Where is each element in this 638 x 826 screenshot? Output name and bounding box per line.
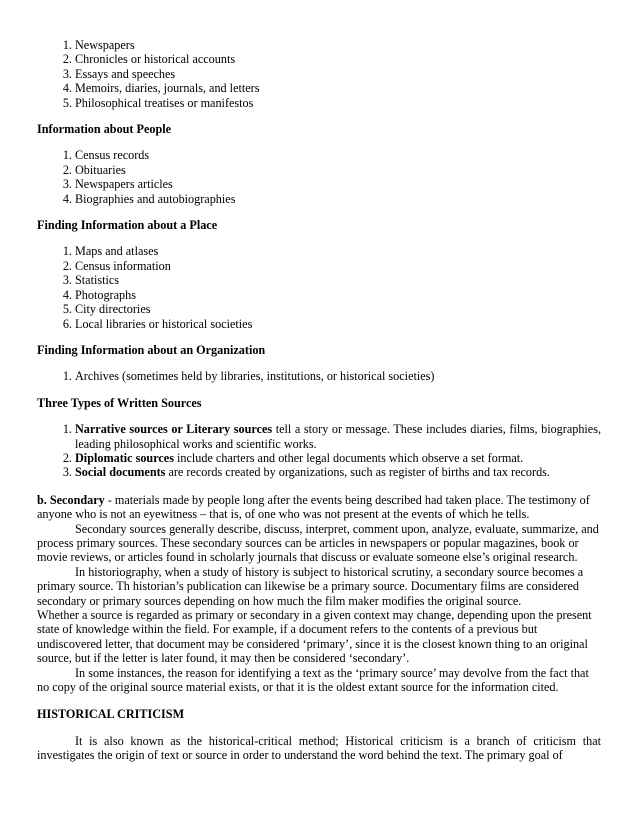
paragraph: In some instances, the reason for identifying a text as the ‘primary source’ may devolve from the fact that no copy of the original source material exists, or that it is the oldest extant source for the information cited. (37, 665, 589, 695)
people-heading: Information about People (37, 122, 172, 137)
list-item: 5. City directories (75, 302, 601, 316)
term: b. Secondary (37, 492, 105, 507)
definition: tell a story or message. These includes diaries, films, biographies, leading philosophical works and scientific works. (75, 422, 602, 451)
list-item: 3. Essays and speeches (75, 67, 601, 81)
list-item: 5. Philosophical treatises or manifestos (75, 96, 601, 110)
list-item: 1. Maps and atlases (75, 244, 601, 258)
paragraph: In historiography, when a study of history is subject to historical scrutiny, a secondary source becomes a primary source. Th historian’s publication can likewise be a primary source. Documentary films are considered secondary or primary sources depending on how much the film maker modifies the original source. (37, 564, 584, 608)
term: Diplomatic sources (75, 450, 174, 465)
list-item (75, 465, 601, 479)
definition: include charters and other legal documents which observe a set format. (173, 450, 524, 465)
list-item: 1. Archives (sometimes held by libraries, institutions, or historical societies) (75, 369, 601, 383)
list-item (75, 451, 601, 465)
list-item: 2. Census information (75, 259, 601, 273)
list-item: 4. Memoirs, diaries, journals, and letters (75, 81, 601, 95)
list-item (75, 422, 601, 451)
place-list (37, 244, 601, 330)
list-item: 6. Local libraries or historical societies (75, 317, 601, 331)
place-heading: Finding Information about a Place (37, 218, 218, 233)
term: Social documents (75, 465, 166, 480)
written-sources-list (37, 422, 601, 480)
people-list (37, 148, 601, 206)
definition: are records created by organizations, such as register of births and tax records. (165, 465, 550, 480)
list-item: 1. Census records (75, 148, 601, 162)
secondary-intro: b. Secondary - materials made by people long after the events being described had taken place. The testimony of anyone who is not an eyewitness – that is, of one who was not present at the events of which he tells. (37, 492, 590, 522)
section-heading: HISTORICAL CRITICISM (37, 707, 185, 722)
list-item: 3. Newspapers articles (75, 177, 601, 191)
list-item: 3. Statistics (75, 273, 601, 287)
list-item: 4. Photographs (75, 288, 601, 302)
written-sources-heading: Three Types of Written Sources (37, 395, 202, 410)
organization-heading: Finding Information about an Organization (37, 342, 266, 357)
paragraph: It is also known as the historical-critical method; Historical criticism is a branch of criticism that investigates the origin of text or source in order to understand the word behind the text. The primary goal of (37, 733, 601, 763)
paragraph: Whether a source is regarded as primary or secondary in a given context may change, depending upon the present state of knowledge within the field. For example, if a document refers to the contents of a previous but undiscovered letter, that document may be considered ‘primary’, since it is the closest known thing to an original source, but if the letter is later found, it may then be considered ‘secondary’. (37, 608, 592, 666)
paragraph: Secondary sources generally describe, discuss, interpret, comment upon, analyze, evaluate, summarize, and process primary sources. These secondary sources can be articles in newspapers or popular magazines, book or movie reviews, or articles found in scholarly journals that discuss or evaluate someone else’s original research. (37, 521, 599, 565)
list-item: 1. Newspapers (75, 38, 601, 52)
source-types-list (37, 38, 601, 110)
list-item: 2. Obituaries (75, 163, 601, 177)
list-item: 2. Chronicles or historical accounts (75, 52, 601, 66)
list-item: 4. Biographies and autobiographies (75, 192, 601, 206)
term: Narrative sources or Literary sources (75, 422, 273, 437)
organization-list (37, 369, 601, 383)
